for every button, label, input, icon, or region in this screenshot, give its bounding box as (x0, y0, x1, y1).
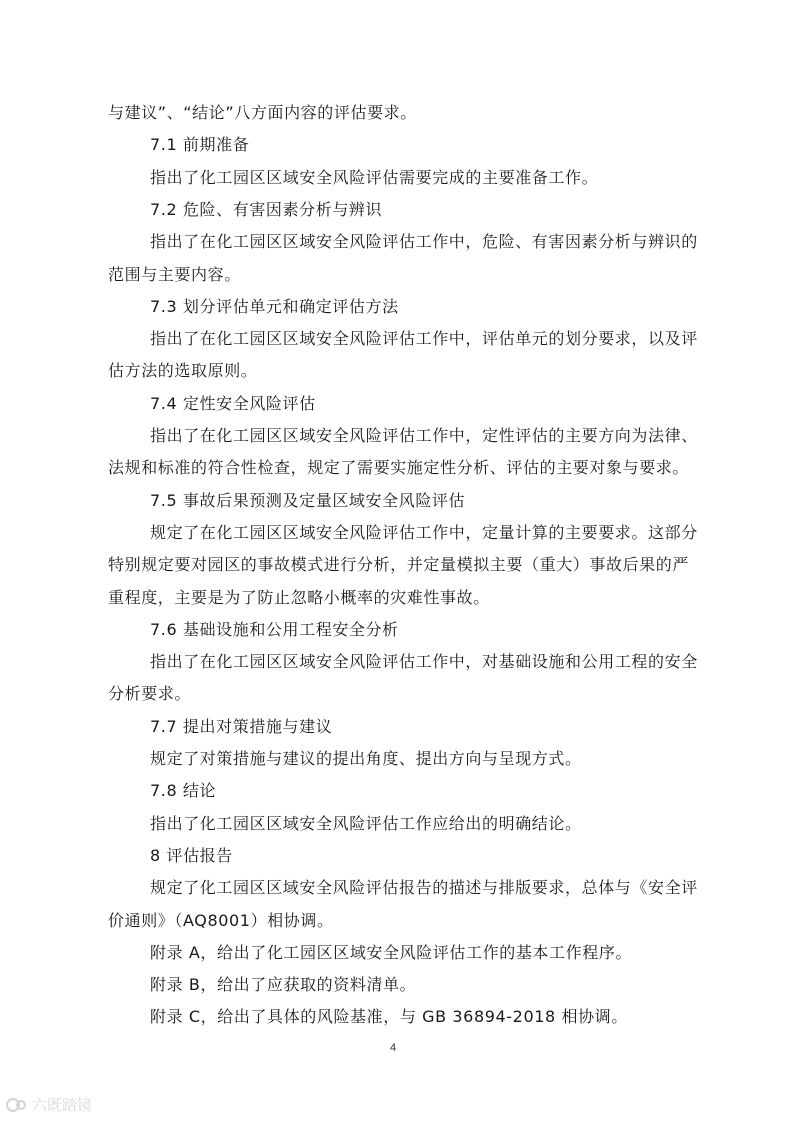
watermark-text: 六既踏镜 (32, 1096, 93, 1114)
text-line: 7.1 前期准备 (150, 135, 250, 155)
text-line: 指出了化工园区区域安全风险评估工作应给出的明确结论。 (150, 813, 582, 833)
text-line: 7.5 事故后果预测及定量区域安全风险评估 (150, 490, 466, 510)
text-line: 7.4 定性安全风险评估 (150, 393, 316, 413)
text-line: 7.2 危险、有害因素分析与辨识 (150, 199, 383, 219)
watermark (6, 1094, 92, 1115)
text-line: 8 评估报告 (150, 845, 233, 865)
text-line: 指出了在化工园区区域安全风险评估工作中，危险、有害因素分析与辨识的 (150, 232, 698, 252)
text-line: 规定了在化工园区区域安全风险评估工作中，定量计算的主要要求。这部分 (150, 522, 698, 542)
text-line: 特别规定要对园区的事故模式进行分析，并定量模拟主要（重大）事故后果的严 (108, 555, 690, 575)
page-number: 4 (390, 1042, 397, 1054)
text-line: 附录 A，给出了化工园区区域安全风险评估工作的基本工作程序。 (150, 942, 633, 962)
text-line: 7.6 基础设施和公用工程安全分析 (150, 619, 399, 639)
text-line: 指出了在化工园区区域安全风险评估工作中，定性评估的主要方向为法律、 (150, 426, 698, 445)
logo-icon (6, 1096, 28, 1114)
text-line: 分析要求。 (108, 684, 192, 704)
text-line: 范围与主要内容。 (108, 264, 241, 284)
text-line: 附录 C，给出了具体的风险基准，与 GB 36894-2018 相协调。 (150, 1007, 628, 1027)
text-line: 指出了化工园区区域安全风险评估需要完成的主要准备工作。 (150, 167, 599, 187)
text-line: 7.8 结论 (150, 781, 217, 801)
text-line: 7.7 提出对策措施与建议 (150, 716, 333, 736)
text-line: 法规和标准的符合性检查，规定了需要实施定性分析、评估的主要对象与要求。 (108, 458, 690, 478)
text-line: 估方法的选取原则。 (108, 361, 258, 381)
text-line: 附录 B，给出了应获取的资料清单。 (150, 975, 417, 995)
text-line: 规定了化工园区区域安全风险评估报告的描述与排版要求，总体与《安全评 (150, 878, 698, 898)
text-line: 规定了对策措施与建议的提出角度、提出方向与呈现方式。 (150, 749, 582, 768)
text-line: 指出了在化工园区区域安全风险评估工作中，对基础设施和公用工程的安全 (150, 652, 698, 672)
text-line: 与建议”、“结论”八方面内容的评估要求。 (108, 103, 417, 122)
text-line: 指出了在化工园区区域安全风险评估工作中，评估单元的划分要求，以及评 (150, 329, 698, 349)
text-line: 价通则》（AQ8001）相协调。 (108, 910, 334, 930)
text-line: 7.3 划分评估单元和确定评估方法 (150, 296, 399, 316)
text-line: 重程度，主要是为了防止忽略小概率的灾难性事故。 (108, 587, 490, 607)
